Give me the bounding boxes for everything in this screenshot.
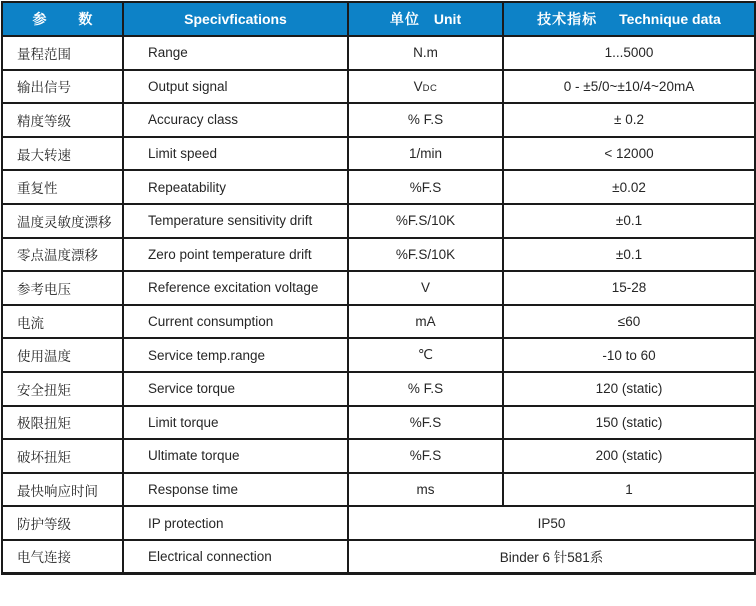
header-tech-en: Technique data [619, 11, 721, 27]
unit-cell: V [348, 271, 503, 305]
param-zh-cell: 量程范围 [2, 36, 123, 70]
header-unit-zh: 单位 [389, 11, 420, 27]
header-cell-unit [348, 2, 503, 36]
table-row [2, 372, 755, 406]
technique-data-cell: ±0.1 [503, 204, 755, 238]
table-row [2, 103, 755, 137]
spec-table-header [2, 2, 755, 36]
merged-value-cell: IP50 [348, 506, 755, 540]
technique-data-cell: 1...5000 [503, 36, 755, 70]
unit-cell: %F.S [348, 439, 503, 473]
param-zh-cell: 电流 [2, 305, 123, 339]
unit-subscript: DC [422, 82, 438, 94]
header-cell-parameter [2, 2, 123, 36]
header-unit-en: Unit [433, 11, 462, 27]
unit-cell: %F.S/10K [348, 238, 503, 272]
technique-data-cell: ≤60 [503, 305, 755, 339]
header-cell-technique-data [503, 2, 755, 36]
unit-cell [348, 70, 503, 104]
table-row [2, 170, 755, 204]
param-zh-cell: 零点温度漂移 [2, 238, 123, 272]
table-row [2, 137, 755, 171]
technique-data-cell: 15-28 [503, 271, 755, 305]
table-row [2, 238, 755, 272]
technique-data-cell: ±0.1 [503, 238, 755, 272]
header-tech-zh: 技术指标 [537, 11, 598, 27]
header-cell-specifications [123, 2, 348, 36]
technique-data-cell: 150 (static) [503, 406, 755, 440]
table-row [2, 271, 755, 305]
specification-cell: Range [123, 36, 348, 70]
table-row [2, 305, 755, 339]
param-zh-cell: 参考电压 [2, 271, 123, 305]
param-zh-cell: 重复性 [2, 170, 123, 204]
specification-cell: Service torque [123, 372, 348, 406]
table-row [2, 473, 755, 507]
table-row [2, 439, 755, 473]
specification-cell: Reference excitation voltage [123, 271, 348, 305]
table-row [2, 36, 755, 70]
merged-value-cell: Binder 6 针581系 [348, 540, 755, 574]
unit-cell: % F.S [348, 103, 503, 137]
technique-data-cell: -10 to 60 [503, 338, 755, 372]
param-zh-cell: 最快响应时间 [2, 473, 123, 507]
unit-cell: N.m [348, 36, 503, 70]
specification-cell: IP protection [123, 506, 348, 540]
unit-cell: 1/min [348, 137, 503, 171]
param-zh-cell: 温度灵敏度漂移 [2, 204, 123, 238]
header-parameter-zh: 参 数 [32, 11, 107, 27]
header-specifications-label: Specivfications [184, 11, 287, 27]
specification-cell: Temperature sensitivity drift [123, 204, 348, 238]
technique-data-cell: 120 (static) [503, 372, 755, 406]
specification-cell: Ultimate torque [123, 439, 348, 473]
technique-data-cell: ± 0.2 [503, 103, 755, 137]
unit-cell: %F.S [348, 170, 503, 204]
param-zh-cell: 电气连接 [2, 540, 123, 574]
technique-data-cell: ±0.02 [503, 170, 755, 204]
unit-cell: %F.S/10K [348, 204, 503, 238]
param-zh-cell: 破坏扭矩 [2, 439, 123, 473]
unit-cell: ms [348, 473, 503, 507]
specification-cell: Zero point temperature drift [123, 238, 348, 272]
param-zh-cell: 使用温度 [2, 338, 123, 372]
specification-cell: Response time [123, 473, 348, 507]
table-row [2, 338, 755, 372]
specification-cell: Current consumption [123, 305, 348, 339]
specification-cell: Service temp.range [123, 338, 348, 372]
unit-cell: %F.S [348, 406, 503, 440]
param-zh-cell: 精度等级 [2, 103, 123, 137]
param-zh-cell: 防护等级 [2, 506, 123, 540]
param-zh-cell: 输出信号 [2, 70, 123, 104]
unit-base: V [413, 78, 423, 94]
specification-cell: Output signal [123, 70, 348, 104]
specification-cell: Repeatability [123, 170, 348, 204]
param-zh-cell: 最大转速 [2, 137, 123, 171]
specification-cell: Limit speed [123, 137, 348, 171]
technique-data-cell: 0 - ±5/0~±10/4~20mA [503, 70, 755, 104]
table-row [2, 540, 755, 574]
specification-cell: Limit torque [123, 406, 348, 440]
spec-table [1, 1, 756, 575]
table-row [2, 70, 755, 104]
unit-cell: ℃ [348, 338, 503, 372]
table-row [2, 406, 755, 440]
param-zh-cell: 安全扭矩 [2, 372, 123, 406]
spec-table-body [2, 36, 755, 574]
technique-data-cell: < 12000 [503, 137, 755, 171]
unit-cell: mA [348, 305, 503, 339]
param-zh-cell: 极限扭矩 [2, 406, 123, 440]
header-row [2, 2, 755, 36]
table-row [2, 506, 755, 540]
technique-data-cell: 200 (static) [503, 439, 755, 473]
unit-cell: % F.S [348, 372, 503, 406]
specification-cell: Accuracy class [123, 103, 348, 137]
specification-cell: Electrical connection [123, 540, 348, 574]
technique-data-cell: 1 [503, 473, 755, 507]
table-row [2, 204, 755, 238]
